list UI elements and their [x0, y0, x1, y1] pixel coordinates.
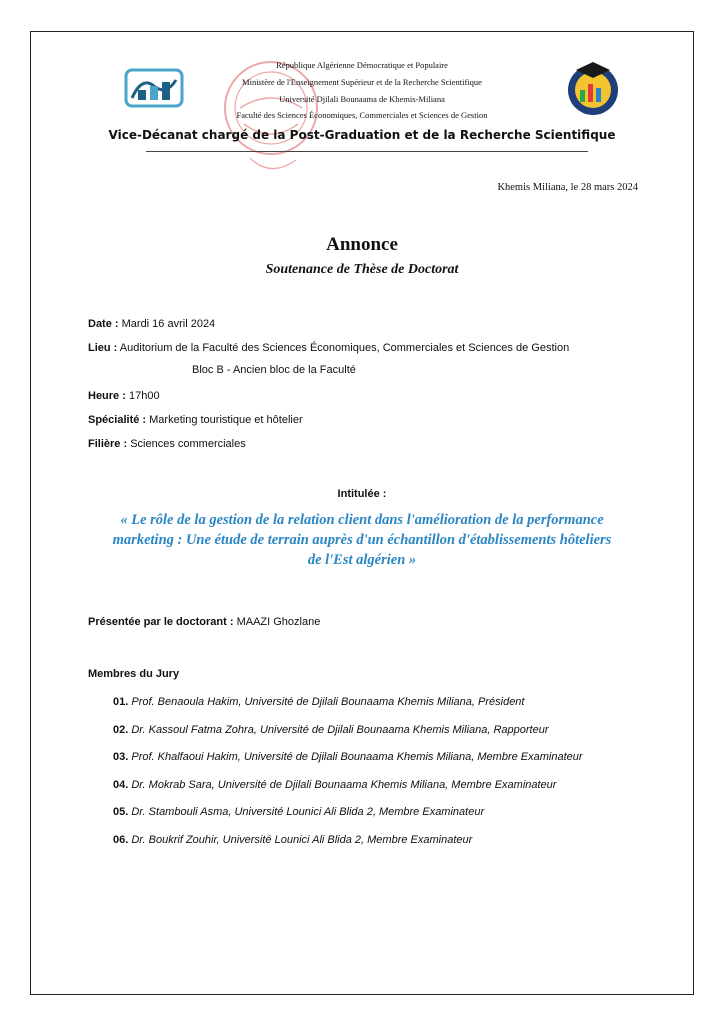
jury-member-number: 02. [113, 724, 129, 736]
detail-specialite [88, 414, 303, 426]
detail-lieu-line2: Bloc B - Ancien bloc de la Faculté [192, 364, 356, 376]
jury-heading: Membres du Jury [88, 668, 180, 680]
filiere-value: Sciences commerciales [130, 438, 246, 450]
jury-member-text: Prof. Khalfaoui Hakim, Université de Djilali Bounaama Khemis Miliana, Membre Examinateur [131, 751, 583, 763]
heure-label: Heure : [88, 390, 126, 402]
specialite-label: Spécialité : [88, 414, 147, 426]
jury-member-text: Dr. Boukrif Zouhir, Université Lounici Ali Blida 2, Membre Examinateur [131, 834, 473, 846]
jury-member-text: Dr. Mokrab Sara, Université de Djilali Bounaama Khemis Miliana, Membre Examinateur [131, 779, 557, 791]
detail-filiere [88, 438, 246, 450]
thesis-title [90, 510, 634, 570]
jury-member-text: Dr. Stambouli Asma, Université Lounici Ali Blida 2, Membre Examinateur [131, 806, 485, 818]
faculty-logo-icon [562, 56, 624, 118]
date-value: Mardi 16 avril 2024 [121, 318, 216, 330]
presenter-name: MAAZI Ghozlane [236, 616, 321, 628]
detail-date [88, 318, 215, 330]
header-line-ministere: Ministère de l'Enseignement Supérieur et de la Recherche Scientifique [242, 77, 482, 87]
presenter-label: Présentée par le doctorant : [88, 616, 234, 628]
page-subtitle: Soutenance de Thèse de Doctorat [265, 262, 459, 277]
jury-member-number: 03. [113, 751, 129, 763]
jury-member [113, 751, 583, 763]
jury-member-text: Dr. Kassoul Fatma Zohra, Université de Djilali Bounaama Khemis Miliana, Rapporteur [131, 724, 549, 736]
intitulee-label: Intitulée : [337, 488, 387, 500]
detail-heure [88, 390, 160, 402]
header-divider [146, 151, 588, 152]
jury-member-text: Prof. Benaoula Hakim, Université de Djilali Bounaama Khemis Miliana, Président [131, 696, 525, 708]
jury-member-number: 05. [113, 806, 129, 818]
thesis-title-line: marketing : Une étude de terrain auprès d'un échantillon d'établissements hôteliers [112, 532, 612, 548]
header-line-universite: Université Djilali Bounaama de Khemis-Miliana [279, 94, 445, 104]
page-title: Annonce [326, 234, 398, 255]
filiere-label: Filière : [88, 438, 128, 450]
lieu-value: Auditorium de la Faculté des Sciences Économiques, Commerciales et Sciences de Gestion [119, 342, 570, 354]
thesis-title-line: de l'Est algérien » [307, 552, 417, 568]
heure-value: 17h00 [128, 390, 160, 402]
date-label: Date : [88, 318, 119, 330]
presenter [88, 616, 320, 628]
jury-member [113, 806, 484, 818]
place-date: Khemis Miliana, le 28 mars 2024 [497, 182, 638, 193]
jury-member-number: 06. [113, 834, 129, 846]
lieu-label: Lieu : [88, 342, 118, 354]
vice-decanat-heading: Vice-Décanat chargé de la Post-Graduation et de la Recherche Scientifique [108, 128, 616, 142]
jury-member [113, 696, 525, 708]
thesis-title-line: « Le rôle de la gestion de la relation client dans l'amélioration de la performance [120, 512, 604, 528]
jury-member-number: 04. [113, 779, 129, 791]
header-line-faculte: Faculté des Sciences Économiques, Commerciales et Sciences de Gestion [236, 110, 488, 120]
jury-member [113, 724, 549, 736]
jury-member [113, 779, 556, 791]
jury-member [113, 834, 472, 846]
header-line-republique: République Algérienne Démocratique et Populaire [276, 60, 448, 70]
jury-member-number: 01. [113, 696, 129, 708]
specialite-value: Marketing touristique et hôtelier [149, 414, 303, 426]
detail-lieu [88, 342, 569, 354]
